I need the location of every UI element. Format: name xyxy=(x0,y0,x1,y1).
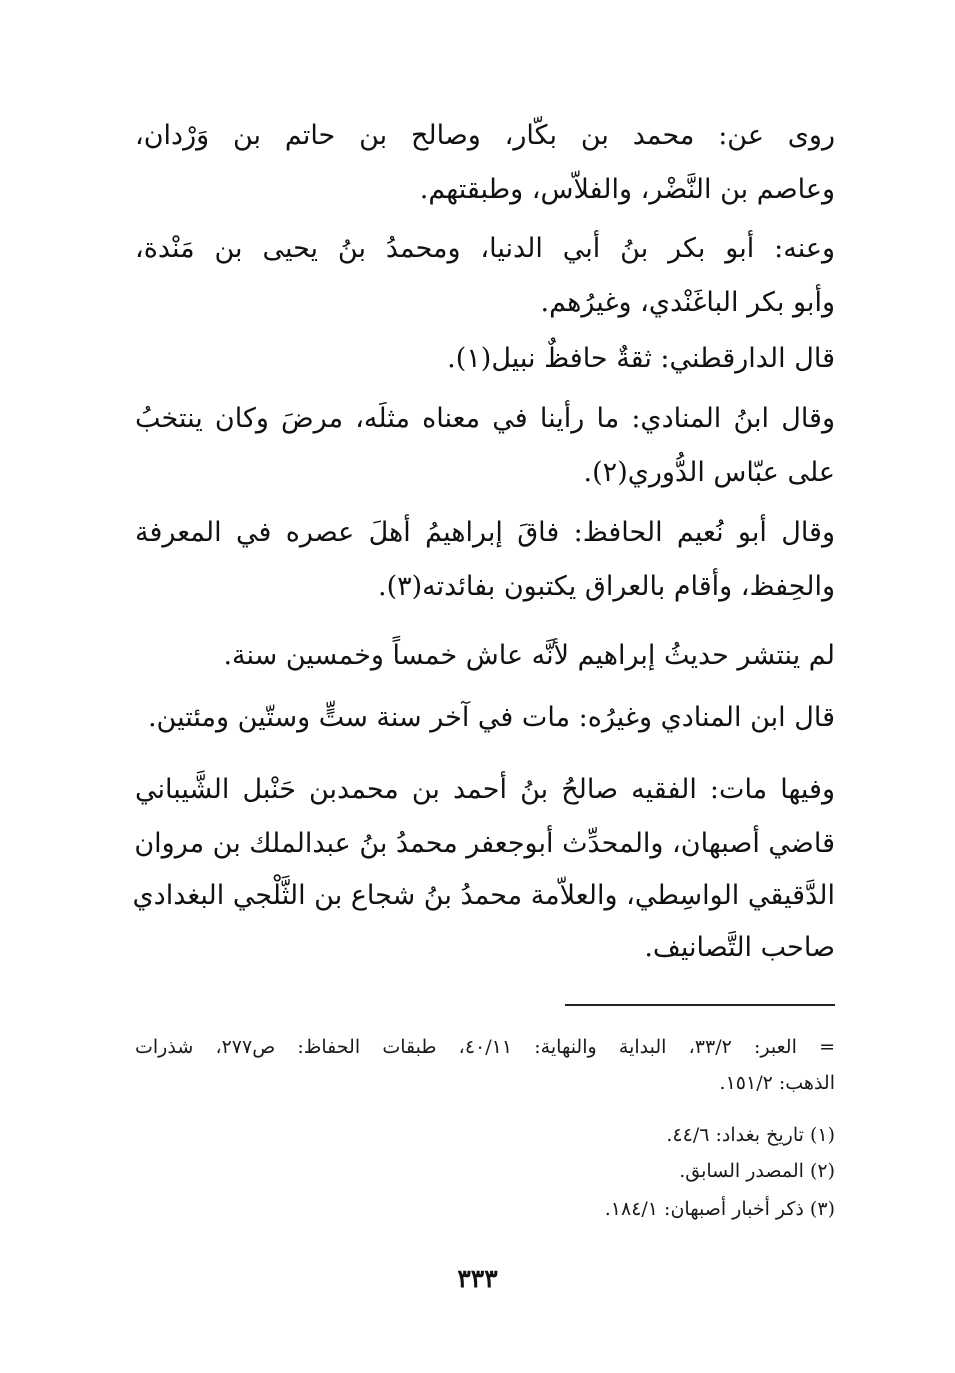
body-line-6: وقال ابنُ المنادي: ما رأينا في معناه مثلَه، مرضَ وكان ينتخبُ xyxy=(135,403,835,434)
body-line-5: قال الدارقطني: ثقةٌ حافظٌ نبيل(١). xyxy=(447,343,835,374)
body-line-1: روى عن: محمد بن بكّار، وصالح بن حاتم بن وَرْدان، xyxy=(135,120,835,151)
footnote-line-2: الذهب: ١٥١/٢. xyxy=(719,1072,835,1094)
page-number: ٣٣٣ xyxy=(457,1264,498,1293)
body-line-3: وعنه: أبو بكر بنُ أبي الدنيا، ومحمدُ بنُ يحيى بن مَنْدة، xyxy=(135,233,835,264)
body-line-10: لم ينتشر حديثُ إبراهيم لأنَّه عاش خمساً وخمسين سنة. xyxy=(223,640,835,671)
body-line-14: الدَّقيقي الواسِطي، والعلاّمة محمدُ بنُ شجاع بن الثَّلْجي البغدادي xyxy=(132,880,835,911)
body-line-15: صاحب التَّصانيف. xyxy=(644,932,835,963)
body-line-12: وفيها مات: الفقيه صالحُ بنُ أحمد بن محمدبن حَنْبل الشَّيباني xyxy=(135,774,835,805)
body-line-4: وأبو بكر الباغَنْدي، وغيرُهم. xyxy=(540,287,835,318)
body-line-2: وعاصم بن النَّضْر، والفلاّس، وطبقتهم. xyxy=(419,174,835,205)
body-line-9: والحِفظ، وأقام بالعراق يكتبون بفائدته(٣). xyxy=(377,571,835,602)
footnote-line-1: = العبر: ٣٣/٢، البداية والنهاية: ٤٠/١١، طبقات الحفاظ: ص٢٧٧، شذرات xyxy=(135,1036,836,1058)
body-line-7: على عبّاس الدُّوري(٢). xyxy=(583,457,835,488)
footnote-3: (٣) ذكر أخبار أصبهان: ١٨٤/١. xyxy=(604,1198,835,1220)
body-line-8: وقال أبو نُعيم الحافظ: فاقَ إبراهيمُ أهلَ عصره في المعرفة xyxy=(135,517,835,548)
footnote-2: (٢) المصدر السابق. xyxy=(679,1160,835,1182)
body-line-11: قال ابن المنادي وغيرُه: مات في آخر سنة ستٍّ وستّين ومئتين. xyxy=(147,702,835,733)
body-line-13: قاضي أصبهان، والمحدِّث أبوجعفر محمدُ بنُ عبدالملك بن مروان xyxy=(134,828,835,859)
footnote-separator xyxy=(565,1004,835,1006)
footnote-1: (١) تاريخ بغداد: ٤٤/٦. xyxy=(666,1124,835,1146)
